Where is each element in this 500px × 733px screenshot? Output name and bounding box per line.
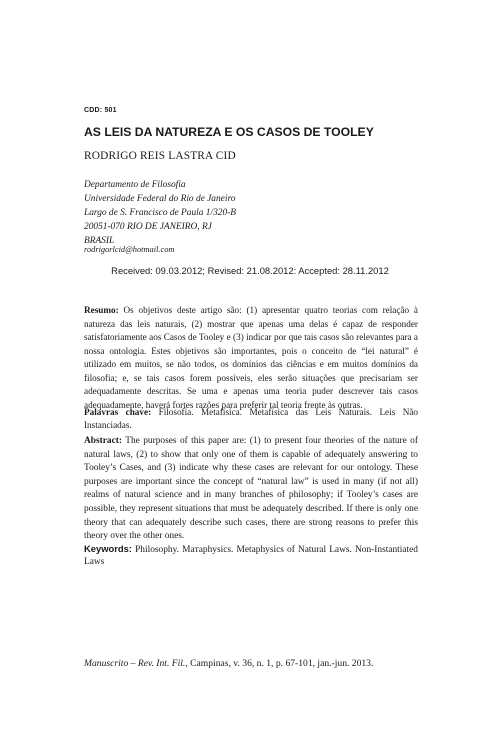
author-name: RODRIGO REIS LASTRA CID xyxy=(84,150,236,162)
resumo-text: Os objetivos deste artigo são: (1) apresentar quatro teorias com relação à natureza das leis naturais, (2) mostrar que apenas uma delas é capaz de responder satisfatoriamente aos Casos de Tooley e (3) indicar por que tais casos são relevantes para a nossa ontologia. Estes objetivos são importantes, pois o conceito de “lei natural” é utilizado em muitos, se não todos, os domínios das ciências e em muitos domínios da filosofia; e, se tais casos forem possíveis, eles serão situações que precisariam ser adequadamente descritas. Se uma e apenas uma teoria puder descrever tais casos adequadamente, haverá fortes razões para preferir tal teoria frente às outras. xyxy=(84,305,419,410)
keywords-text: Philosophy. Maтaphysics. Metaphysics of Natural Laws. Non-Instantiated Laws xyxy=(84,545,418,567)
affiliation-line: Universidade Federal do Rio de Janeiro xyxy=(84,194,236,204)
submission-dates: Received: 09.03.2012; Revised: 21.08.2012: Accepted: 28.11.2012 xyxy=(111,265,389,276)
author-email: rodrigorlcid@hotmail.com xyxy=(84,245,175,254)
affiliation-line: Departamento de Filosofia xyxy=(84,180,186,190)
article-title: AS LEIS DA NATUREZA E OS CASOS DE TOOLEY xyxy=(84,125,374,139)
journal-footer xyxy=(84,658,373,669)
abstract-section xyxy=(84,435,418,544)
affiliation-line: Largo de S. Francisco de Paula 1/320-B xyxy=(84,208,236,218)
keywords-section xyxy=(84,543,418,568)
affiliation-line: BRASIL xyxy=(84,236,115,246)
resumo-label: Resumo: xyxy=(84,305,119,315)
cdd-code: CDD: 501 xyxy=(84,107,117,114)
palavras-chave-label: Palavras chave: xyxy=(84,407,152,417)
author-affiliation xyxy=(84,178,236,248)
palavras-chave-section xyxy=(84,406,418,432)
affiliation-line: 20051-070 RIO DE JANEIRO, RJ xyxy=(84,222,212,232)
abstract-label: Abstract: xyxy=(84,436,123,446)
resumo-section xyxy=(84,304,418,412)
keywords-label: Keywords: xyxy=(84,543,132,554)
journal-name: Manuscrito – Rev. Int. Fil. xyxy=(84,658,186,669)
abstract-text: The purposes of this paper are: (1) to present four theories of the nature of natural laws, (2) to show that only one of them is capable of adequately answering to Tooley’s Cases, and (3) indicate why these cases are relevant for our ontology. These purposes are important since the concept of “natural law” is used in many (if not all) realms of natural science and in many branches of philosophy; if Tooley’s cases are possible, they represent situations that must be adequately described. If there is only one theory that can adequately describe such cases, there are strong reasons to prefer this theory over the other ones. xyxy=(84,436,418,542)
journal-citation: , Campinas, v. 36, n. 1, p. 67-101, jan.-jun. 2013. xyxy=(185,658,374,669)
palavras-chave-text: Filosofia. Metafísica. Metafísica das Leis Naturais. Leis Não Instanciadas. xyxy=(84,407,418,430)
